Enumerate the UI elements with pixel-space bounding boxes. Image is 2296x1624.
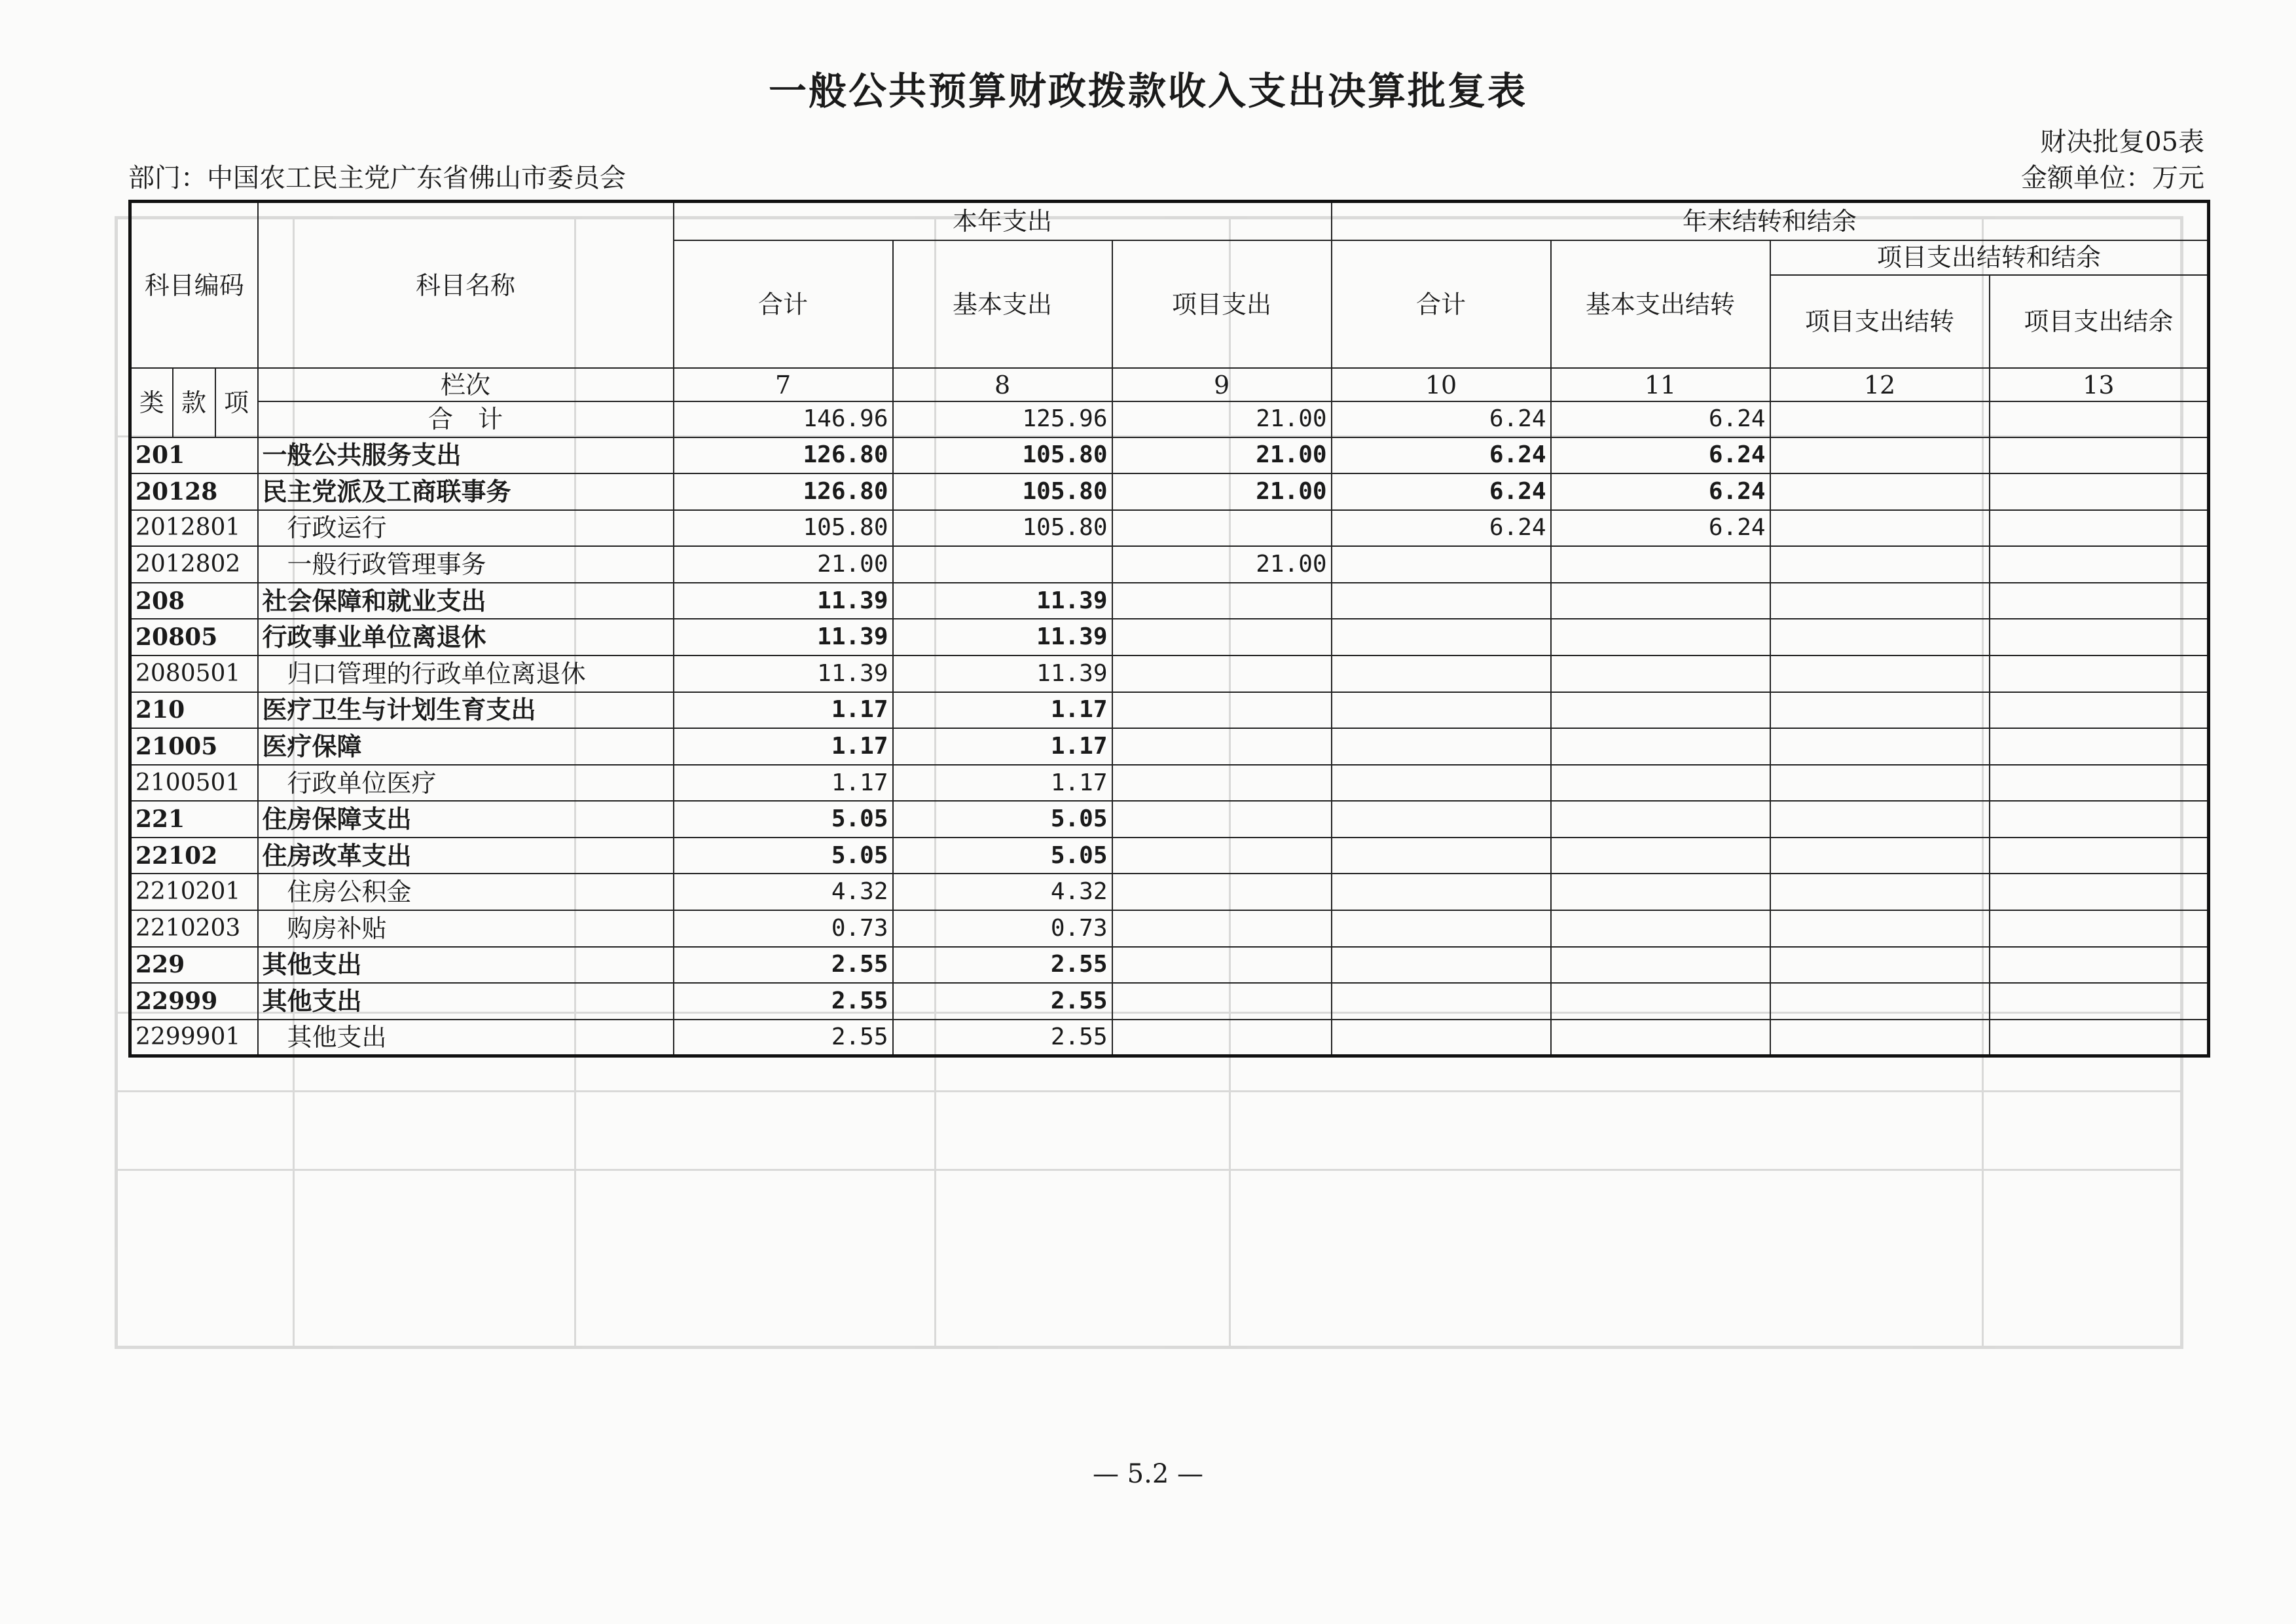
amount-cell: 6.24 [1332, 473, 1551, 510]
table-row [130, 765, 2209, 802]
subject-code: 2299901 [130, 1020, 258, 1056]
table-row [130, 910, 2209, 947]
summary-cell: 21.00 [1112, 401, 1332, 437]
amount-cell: 6.24 [1332, 437, 1551, 474]
amount-cell: 1.17 [893, 765, 1112, 802]
amount-cell [1770, 546, 1990, 583]
summary-label: 合 计 [258, 401, 674, 437]
amount-cell [1551, 801, 1770, 838]
header-xiang: 项 [215, 368, 258, 437]
amount-cell: 11.39 [893, 619, 1112, 655]
amount-cell: 2.55 [893, 947, 1112, 984]
amount-cell [1770, 619, 1990, 655]
table-row [130, 437, 2209, 474]
amount-cell [1112, 510, 1332, 547]
subject-code: 208 [130, 583, 258, 619]
amount-cell: 6.24 [1551, 510, 1770, 547]
amount-cell: 1.17 [674, 765, 893, 802]
column-index: 8 [893, 368, 1112, 401]
amount-cell [1551, 692, 1770, 729]
amount-cell [1332, 1020, 1551, 1056]
amount-cell [1332, 947, 1551, 984]
subject-name: 其他支出 [258, 983, 674, 1020]
amount-cell: 1.17 [674, 692, 893, 729]
table-number: 财决批复05表 [2040, 127, 2204, 157]
amount-cell: 105.80 [893, 473, 1112, 510]
amount-cell: 6.24 [1551, 437, 1770, 474]
subject-code: 21005 [130, 728, 258, 765]
amount-cell: 11.39 [893, 583, 1112, 619]
amount-cell [1551, 728, 1770, 765]
amount-cell [1990, 874, 2209, 910]
amount-cell [1770, 583, 1990, 619]
column-index: 13 [1990, 368, 2209, 401]
amount-cell [1332, 728, 1551, 765]
subject-code: 2012801 [130, 510, 258, 547]
subject-code: 221 [130, 801, 258, 838]
subject-code: 210 [130, 692, 258, 729]
header-lei: 类 [130, 368, 173, 437]
amount-cell: 5.05 [893, 838, 1112, 874]
summary-cell [1990, 401, 2209, 437]
table-row [130, 510, 2209, 547]
amount-cell [1990, 473, 2209, 510]
amount-cell: 5.05 [674, 838, 893, 874]
amount-cell: 2.55 [674, 947, 893, 984]
amount-cell [1770, 765, 1990, 802]
summary-cell [1770, 401, 1990, 437]
header-kuan: 款 [173, 368, 215, 437]
amount-cell: 1.17 [893, 728, 1112, 765]
amount-cell: 0.73 [674, 910, 893, 947]
subject-name: 购房补贴 [258, 910, 674, 947]
amount-cell [1990, 655, 2209, 692]
amount-cell: 11.39 [674, 619, 893, 655]
header-ye-basic: 基本支出结转 [1551, 240, 1770, 369]
header-basic: 基本支出 [893, 240, 1112, 369]
summary-row [130, 401, 2209, 437]
amount-cell: 11.39 [893, 655, 1112, 692]
amount-cell [1990, 947, 2209, 984]
subject-name: 归口管理的行政单位离退休 [258, 655, 674, 692]
amount-cell: 2.55 [674, 1020, 893, 1056]
subject-code: 20805 [130, 619, 258, 655]
amount-cell [893, 546, 1112, 583]
amount-cell [1332, 838, 1551, 874]
amount-cell [1770, 838, 1990, 874]
amount-cell [1332, 692, 1551, 729]
amount-cell [1332, 910, 1551, 947]
header-project-balance: 项目支出结余 [1990, 275, 2209, 369]
amount-cell [1332, 619, 1551, 655]
amount-cell: 5.05 [893, 801, 1112, 838]
amount-cell: 126.80 [674, 437, 893, 474]
table-row [130, 1020, 2209, 1056]
amount-cell [1332, 765, 1551, 802]
subject-name: 一般公共服务支出 [258, 437, 674, 474]
amount-cell: 1.17 [674, 728, 893, 765]
header-year-end: 年末结转和结余 [1332, 202, 2209, 240]
amount-cell [1112, 874, 1332, 910]
budget-table [128, 200, 2210, 1058]
amount-cell: 2.55 [893, 1020, 1112, 1056]
column-index: 7 [674, 368, 893, 401]
amount-cell [1770, 874, 1990, 910]
header-code: 科目编码 [130, 202, 258, 369]
amount-cell [1112, 838, 1332, 874]
column-index: 10 [1332, 368, 1551, 401]
amount-cell: 5.05 [674, 801, 893, 838]
amount-cell [1112, 801, 1332, 838]
amount-cell [1332, 874, 1551, 910]
amount-cell: 21.00 [1112, 473, 1332, 510]
amount-cell: 11.39 [674, 583, 893, 619]
header-project-carry: 项目支出结转 [1770, 275, 1990, 369]
summary-cell: 125.96 [893, 401, 1112, 437]
subject-name: 社会保障和就业支出 [258, 583, 674, 619]
amount-cell [1770, 947, 1990, 984]
amount-cell: 105.80 [893, 437, 1112, 474]
subject-name: 民主党派及工商联事务 [258, 473, 674, 510]
summary-cell: 6.24 [1332, 401, 1551, 437]
amount-cell: 126.80 [674, 473, 893, 510]
subject-name: 一般行政管理事务 [258, 546, 674, 583]
amount-cell [1551, 874, 1770, 910]
table-row [130, 546, 2209, 583]
column-index: 11 [1551, 368, 1770, 401]
table-row [130, 874, 2209, 910]
subject-code: 22102 [130, 838, 258, 874]
table-row [130, 728, 2209, 765]
amount-cell [1112, 765, 1332, 802]
amount-cell [1332, 546, 1551, 583]
table-row [130, 838, 2209, 874]
amount-cell [1112, 619, 1332, 655]
amount-cell [1332, 801, 1551, 838]
amount-cell [1551, 765, 1770, 802]
table-row [130, 583, 2209, 619]
amount-cell [1990, 728, 2209, 765]
amount-cell [1990, 801, 2209, 838]
summary-cell: 146.96 [674, 401, 893, 437]
subject-code: 20128 [130, 473, 258, 510]
amount-cell: 4.32 [893, 874, 1112, 910]
subject-code: 201 [130, 437, 258, 474]
subject-name: 医疗保障 [258, 728, 674, 765]
subject-name: 住房保障支出 [258, 801, 674, 838]
header-lanci: 栏次 [258, 368, 674, 401]
column-index: 12 [1770, 368, 1990, 401]
subject-name: 行政运行 [258, 510, 674, 547]
amount-cell [1112, 983, 1332, 1020]
amount-cell [1112, 692, 1332, 729]
amount-cell: 105.80 [893, 510, 1112, 547]
amount-cell [1990, 910, 2209, 947]
amount-cell: 21.00 [674, 546, 893, 583]
amount-cell [1770, 692, 1990, 729]
subject-name: 住房公积金 [258, 874, 674, 910]
amount-cell [1990, 838, 2209, 874]
amount-cell [1332, 655, 1551, 692]
amount-cell: 6.24 [1551, 473, 1770, 510]
amount-cell [1112, 728, 1332, 765]
header-project-carry-balance: 项目支出结转和结余 [1770, 240, 2209, 275]
amount-cell [1551, 1020, 1770, 1056]
amount-cell [1112, 583, 1332, 619]
subject-name: 行政事业单位离退休 [258, 619, 674, 655]
amount-cell [1551, 983, 1770, 1020]
page-number: — 5.2 — [1092, 1459, 1204, 1489]
amount-cell: 0.73 [893, 910, 1112, 947]
amount-cell [1770, 437, 1990, 474]
subject-code: 2100501 [130, 765, 258, 802]
table-row [130, 692, 2209, 729]
amount-cell: 11.39 [674, 655, 893, 692]
amount-cell [1332, 983, 1551, 1020]
amount-cell: 4.32 [674, 874, 893, 910]
amount-cell [1990, 765, 2209, 802]
table-row [130, 947, 2209, 984]
header-project: 项目支出 [1112, 240, 1332, 369]
table-row [130, 655, 2209, 692]
department-label: 部门：中国农工民主党广东省佛山市委员会 [128, 163, 626, 193]
amount-cell [1551, 619, 1770, 655]
subject-code: 229 [130, 947, 258, 984]
amount-cell [1551, 838, 1770, 874]
amount-cell: 1.17 [893, 692, 1112, 729]
subject-name: 行政单位医疗 [258, 765, 674, 802]
subject-name: 其他支出 [258, 947, 674, 984]
amount-cell: 105.80 [674, 510, 893, 547]
amount-cell [1551, 947, 1770, 984]
amount-cell [1551, 910, 1770, 947]
amount-cell [1770, 801, 1990, 838]
amount-cell [1551, 546, 1770, 583]
amount-cell [1112, 655, 1332, 692]
amount-cell [1332, 583, 1551, 619]
amount-cell [1990, 983, 2209, 1020]
header-ye-total: 合计 [1332, 240, 1551, 369]
table-row [130, 473, 2209, 510]
amount-cell [1770, 473, 1990, 510]
amount-cell [1990, 692, 2209, 729]
subject-name: 其他支出 [258, 1020, 674, 1056]
amount-cell: 2.55 [674, 983, 893, 1020]
amount-cell [1990, 437, 2209, 474]
amount-cell [1770, 510, 1990, 547]
amount-cell [1990, 510, 2209, 547]
subject-code: 2080501 [130, 655, 258, 692]
amount-cell [1770, 983, 1990, 1020]
amount-cell [1990, 583, 2209, 619]
amount-cell [1990, 546, 2209, 583]
table-row [130, 619, 2209, 655]
amount-cell [1112, 910, 1332, 947]
subject-name: 医疗卫生与计划生育支出 [258, 692, 674, 729]
table-row [130, 983, 2209, 1020]
amount-cell: 21.00 [1112, 437, 1332, 474]
table-row [130, 801, 2209, 838]
subject-name: 住房改革支出 [258, 838, 674, 874]
header-name: 科目名称 [258, 202, 674, 369]
amount-cell [1770, 728, 1990, 765]
subject-code: 2210203 [130, 910, 258, 947]
page-title: 一般公共预算财政拨款收入支出决算批复表 [768, 69, 1527, 113]
amount-cell [1770, 1020, 1990, 1056]
amount-cell [1990, 1020, 2209, 1056]
summary-cell: 6.24 [1551, 401, 1770, 437]
amount-cell [1112, 947, 1332, 984]
amount-cell [1770, 910, 1990, 947]
amount-cell [1990, 619, 2209, 655]
amount-cell [1770, 655, 1990, 692]
header-current-year: 本年支出 [674, 202, 1332, 240]
amount-cell [1551, 655, 1770, 692]
header-total: 合计 [674, 240, 893, 369]
amount-unit: 金额单位：万元 [2021, 163, 2204, 193]
subject-code: 2210201 [130, 874, 258, 910]
column-index: 9 [1112, 368, 1332, 401]
amount-cell: 6.24 [1332, 510, 1551, 547]
subject-code: 2012802 [130, 546, 258, 583]
subject-code: 22999 [130, 983, 258, 1020]
amount-cell: 21.00 [1112, 546, 1332, 583]
amount-cell [1551, 583, 1770, 619]
amount-cell: 2.55 [893, 983, 1112, 1020]
amount-cell [1112, 1020, 1332, 1056]
